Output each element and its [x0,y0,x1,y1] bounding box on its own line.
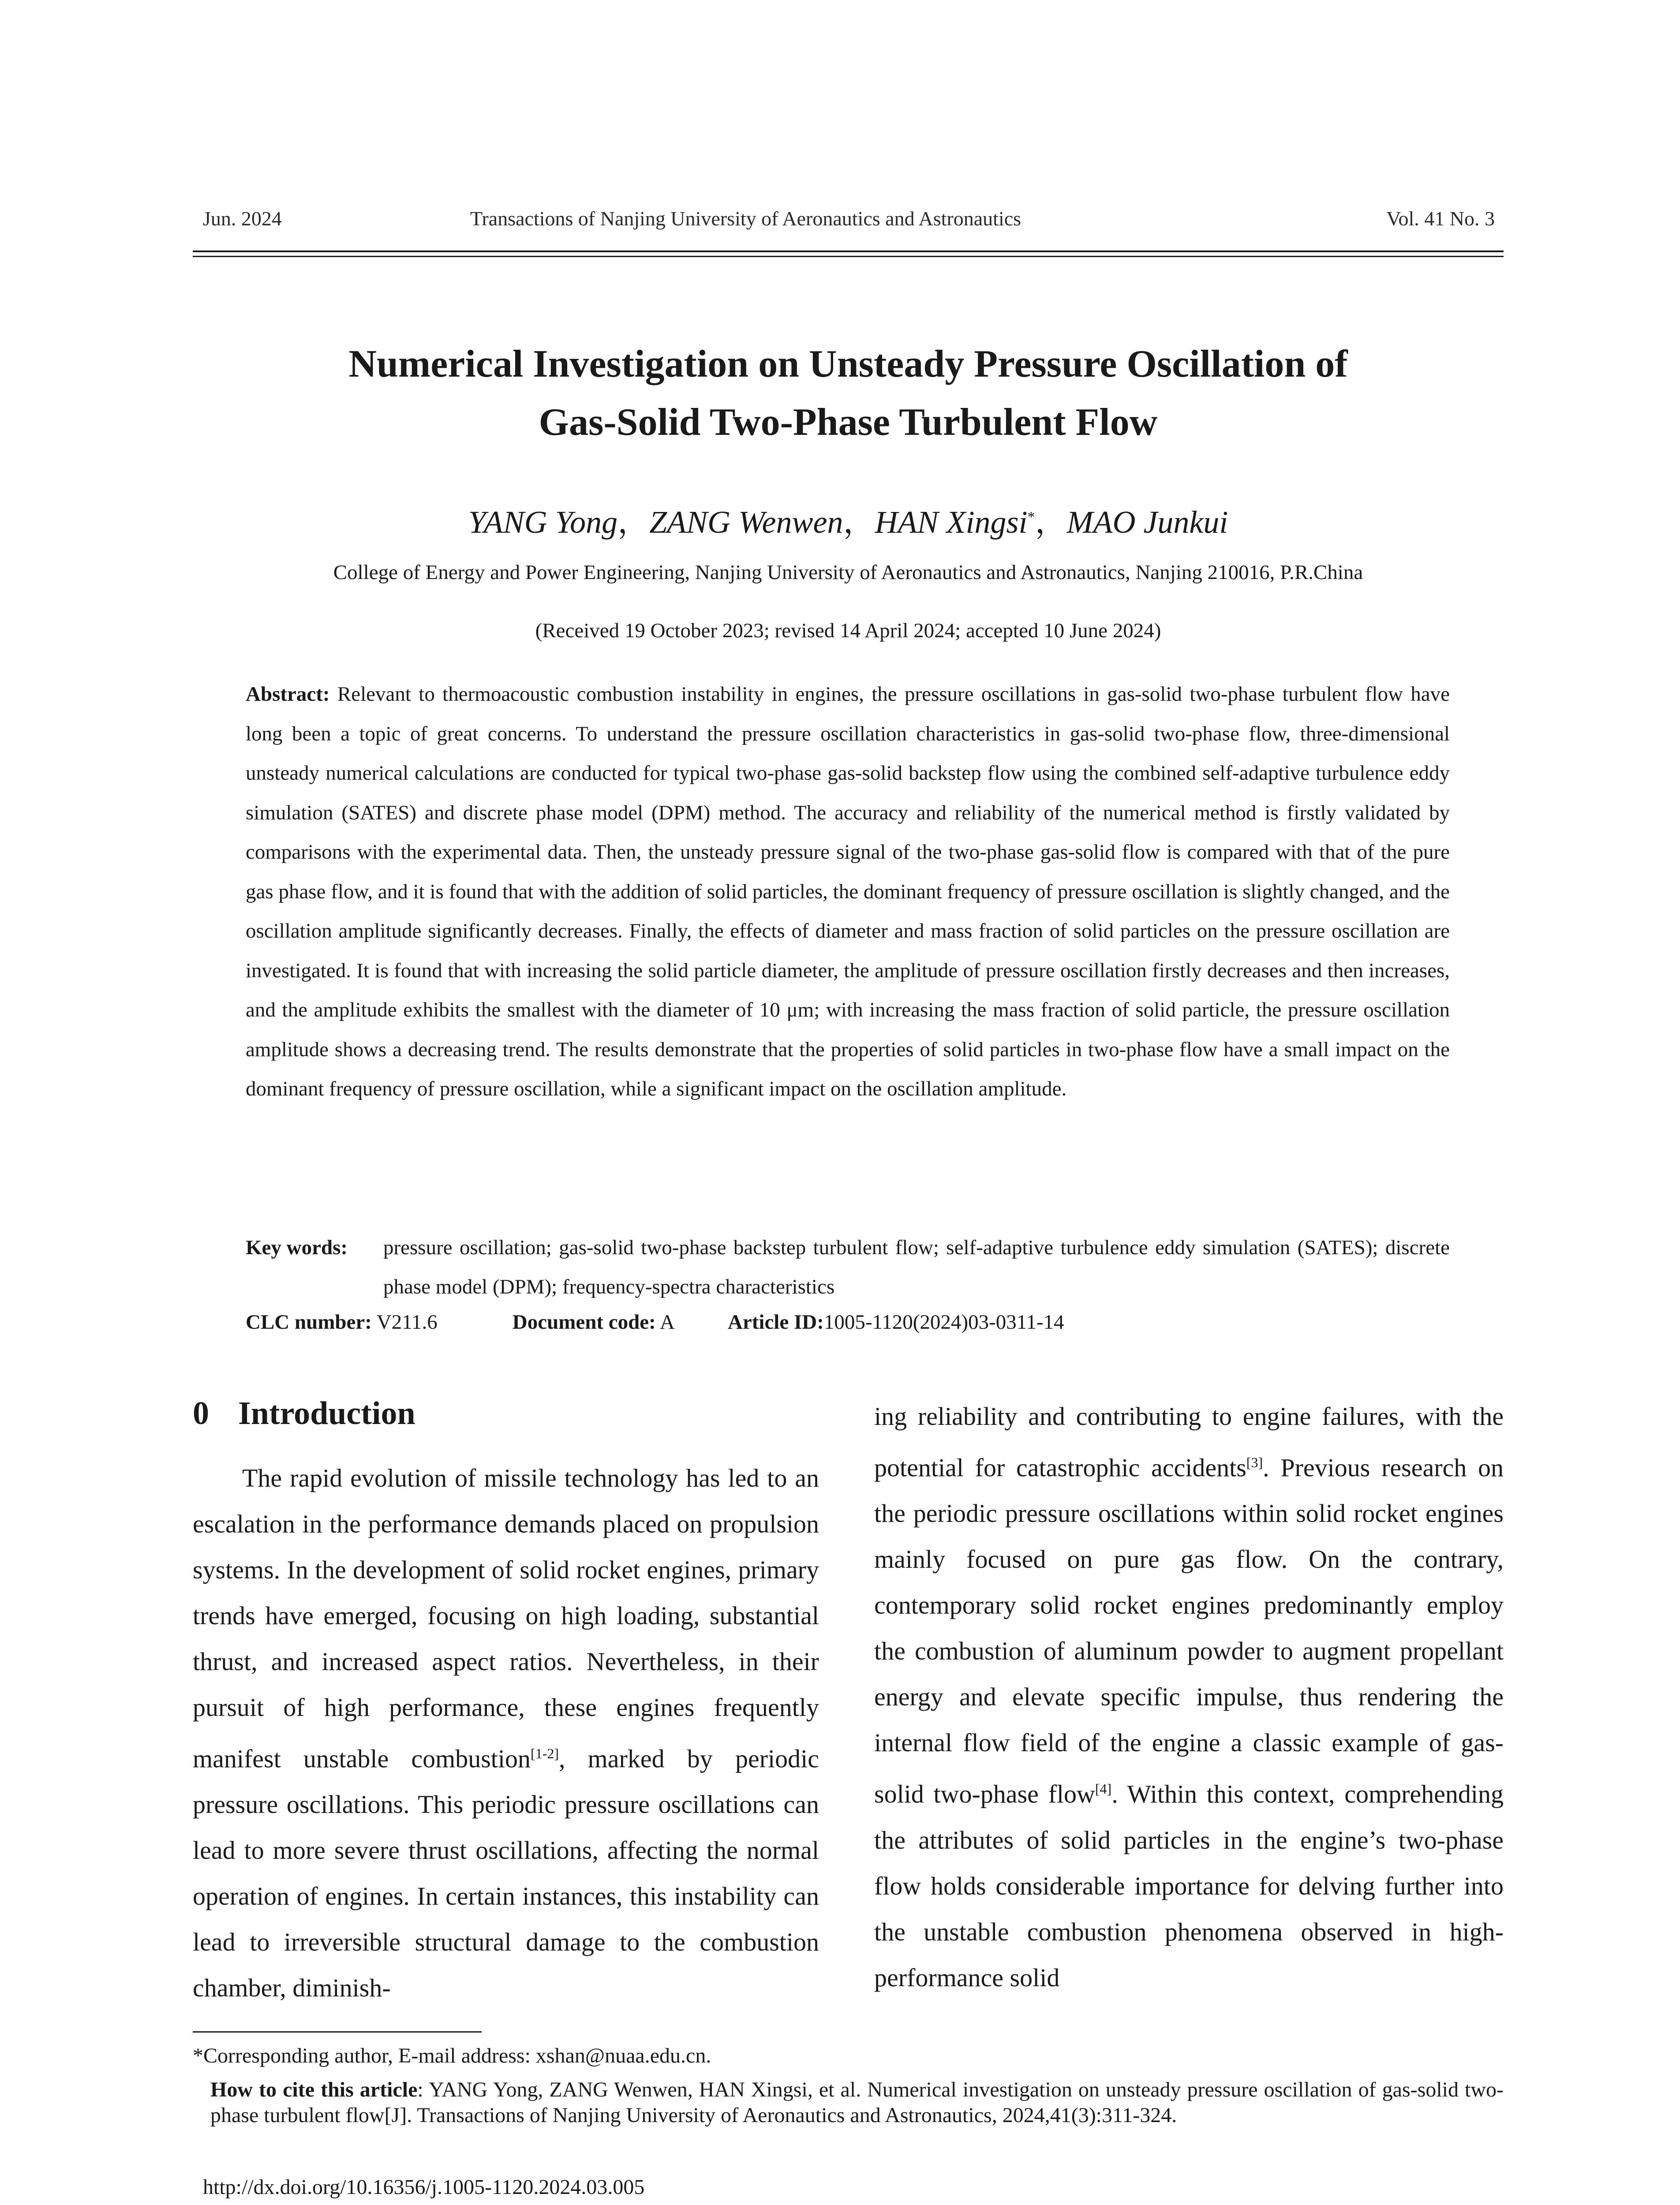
citation-3: [3] [1246,1454,1263,1470]
section-number: 0 [193,1395,209,1431]
article-id-label: Article ID: [727,1311,824,1334]
doc-code-label: Document code: [512,1311,656,1334]
cite-label: How to cite this article [210,2078,418,2101]
article-id-value: 1005-1120(2024)03-0311-14 [823,1311,1064,1334]
abstract [246,675,1450,1109]
doi-link[interactable]: http://dx.doi.org/10.16356/j.1005-1120.2024.03.005 [203,2175,645,2199]
intro-column-left [193,1455,819,2011]
citation-1-2: [1-2] [531,1745,559,1761]
title-line-1: Numerical Investigation on Unsteady Pressure Oscillation of [348,343,1348,385]
received-dates: (Received 19 October 2023; revised 14 April 2024; accepted 10 June 2024) [535,619,1161,642]
intro-paragraph [193,1455,819,2011]
keywords-label: Key words: [246,1236,348,1259]
abstract-text: Relevant to thermoacoustic combustion instability in engines, the pressure oscillations in gas-solid two-phase turbulent flow have long been a topic of great concerns. To understand the pressure oscillation characteristics in gas-solid two-phase flow, three-dimensional unsteady numerical calculations are conducted for typical two-phase gas-solid backstep flow using the combined self-adaptive turbulence eddy simulation (SATES) and discrete phase model (DPM) method. The accuracy and reliability of the numerical method is firstly validated by comparisons with the experimental data. Then, the unsteady pressure signal of the two-phase gas-solid flow is compared with that of the pure gas phase flow, and it is found that with the addition of solid particles, the dominant frequency of pressure oscillation is slightly changed, and the oscillation amplitude significantly decreases. Finally, the effects of diameter and mass fraction of solid particles on the pressure oscillation are investigated. It is found that with increasing the solid particle diameter, the amplitude of pressure oscillation firstly decreases and then increases, and the amplitude exhibits the smallest with the diameter of 10 μm; with increasing the mass fraction of solid particle, the pressure oscillation amplitude shows a decreasing trend. The results demonstrate that the properties of solid particles in two-phase flow have a small impact on the dominant frequency of pressure oscillation, while a significant impact on the oscillation amplitude. [246,683,1450,1100]
header-rule-top [193,250,1504,252]
author-separator: ， [1035,505,1067,540]
intro-text-1: The rapid evolution of missile technology has led to an escalation in the performance demands placed on propulsion systems. In the development of solid rocket engines, primary trends have emerged, focusing on high loading, substantial thrust, and increased aspect ratios. Nevertheless, in their pursuit of high performance, these engines frequently manifest unstable combustion [193,1464,819,1773]
author-2: ZANG Wenwen [649,505,843,540]
cite-text: : YANG Yong, ZANG Wenwen, HAN Xingsi, et al. Numerical investigation on unsteady pressure oscillation of gas-solid two-phase turbulent flow[J]. Transactions of Nanjing University of Aeronautics and Astronautics, 2024,41(3):311-324. [210,2078,1504,2127]
author-list [193,497,1504,542]
intro-text-4: . Within this context, comprehending the attributes of solid particles in the engine’s two-phase flow holds considerable importance for delving further into the unstable combustion phenomena observed in high-performance solid [874,1779,1504,1992]
doc-code-value: A [659,1311,675,1334]
header-rule-bottom [193,256,1504,257]
intro-text-3: . Previous research on the periodic pressure oscillations within solid rocket engines mainly focused on pure gas flow. On the contrary, contemporary solid rocket engines predominantly employ the combustion of aluminum powder to augment propellant energy and elevate specific impulse, thus rendering the internal flow field of the engine a classic example of gas-solid two-phase flow [874,1453,1504,1809]
clc-value: V211.6 [376,1311,438,1334]
author-1: YANG Yong [468,505,618,540]
keywords [246,1228,1450,1307]
affiliation: College of Energy and Power Engineering, Nanjing University of Aeronautics and Astronautics, Nanjing 210016, P.R.China [333,561,1363,584]
intro-text-2-continued: ing reliability and contributing to engine failures, with the potential for catastrophic accidents [874,1402,1504,1482]
keywords-text: pressure oscillation; gas-solid two-phase backstep turbulent flow; self-adaptive turbulence eddy simulation (SATES); discrete phase model (DPM); frequency-spectra characteristics [383,1236,1450,1298]
section-heading [193,1394,415,1433]
abstract-label: Abstract: [246,683,330,706]
author-separator: ， [843,505,875,540]
intro-text-2: , marked by periodic pressure oscillations. This periodic pressure oscillations can lead to more severe thrust oscillations, affecting the normal operation of engines. In certain instances, this instability can lead to irreversible structural damage to the combustion chamber, diminish- [193,1744,819,2003]
intro-column-right [874,1394,1504,2001]
section-title: Introduction [238,1395,415,1431]
corresponding-author-note: *Corresponding author, E-mail address: xshan@nuaa.edu.cn. [193,2044,711,2067]
author-separator: ， [617,505,650,540]
citation-4: [4] [1095,1781,1112,1797]
author-4: MAO Junkui [1066,505,1228,540]
header-journal: Transactions of Nanjing University of Aeronautics and Astronautics [470,207,1021,230]
classification-codes [246,1309,1064,1335]
intro-paragraph-continued [874,1394,1504,2001]
citation-note [210,2077,1504,2128]
paper-title [193,335,1504,452]
corresponding-mark: * [1027,509,1035,525]
title-line-2: Gas-Solid Two-Phase Turbulent Flow [539,401,1158,444]
author-3: HAN Xingsi [875,505,1028,540]
footnote-rule [193,2031,482,2033]
clc-label: CLC number: [246,1311,372,1334]
header-volume: Vol. 41 No. 3 [1386,207,1495,230]
header-date: Jun. 2024 [203,207,282,230]
